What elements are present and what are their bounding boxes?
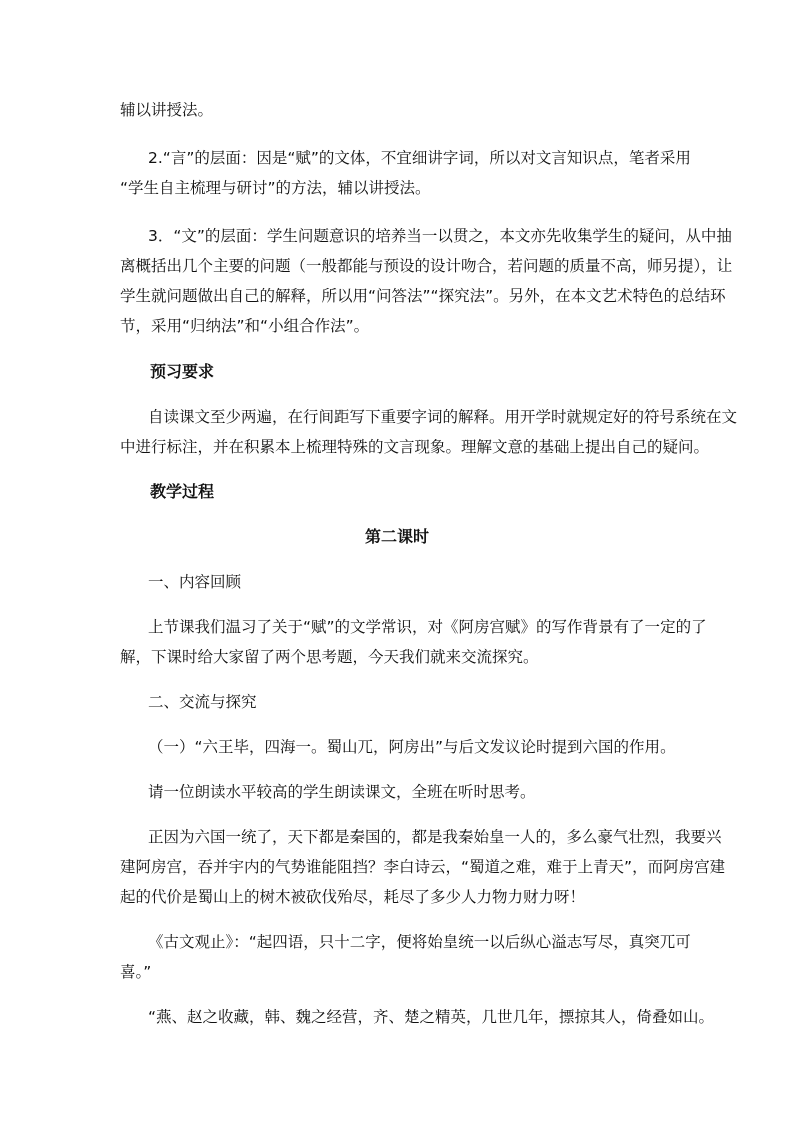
section-heading: 教学过程 xyxy=(150,482,215,501)
paragraph-line: 自读课文至少两遍，在行间距写下重要字词的解释。用开学时就规定好的符号系统在文 xyxy=(148,408,738,426)
paragraph-line: “燕、赵之收藏，韩、魏之经营，齐、楚之精英，几世几年，摽掠其人，倚叠如山。 xyxy=(148,1008,715,1026)
paragraph-line: 起的代价是蜀山上的树木被砍伐殆尽，耗尽了多少人力物力财力呀！ xyxy=(120,888,586,906)
paragraph-line: 2.“言”的层面：因是“赋”的文体，不宜细讲字词，所以对文言知识点，笔者采用 xyxy=(148,149,691,167)
paragraph-line: 学生就问题做出自己的解释，所以用“问答法”“探究法”。另外，在本文艺术特色的总结环 xyxy=(120,287,726,305)
paragraph-line: 《古文观止》：“起四语，只十二字，便将始皇统一以后纵心溢志写尽，真突兀可 xyxy=(148,933,691,951)
paragraph-line: 中进行标注，并在积累本上梳理特殊的文言现象。理解文意的基础上提出自己的疑问。 xyxy=(120,438,710,456)
paragraph-line: 正因为六国一统了，天下都是秦国的，都是我秦始皇一人的，多么豪气壮烈，我要兴 xyxy=(148,828,722,846)
paragraph-line: 节，采用“归纳法”和“小组合作法”。 xyxy=(120,317,370,335)
paragraph-line: 上节课我们温习了关于“赋”的文学常识，对《阿房宫赋》的写作背景有了一定的了 xyxy=(148,618,707,636)
paragraph-line: 辅以讲授法。 xyxy=(120,101,214,119)
paragraph-line: 建阿房宫，吞并宇内的气势谁能阻挡？李白诗云，“蜀道之难，难于上青天”，而阿房宫建 xyxy=(120,858,726,876)
paragraph-line: 解，下课时给大家留了两个思考题，今天我们就来交流探究。 xyxy=(120,648,539,666)
subsection-heading: 一、内容回顾 xyxy=(148,573,242,591)
section-heading: 预习要求 xyxy=(150,362,215,381)
lesson-title: 第二课时 xyxy=(364,527,429,546)
subsection-heading: 二、交流与探究 xyxy=(148,693,257,711)
paragraph-line: 3．“文”的层面：学生问题意识的培养当一以贯之，本文亦先收集学生的疑问，从中抽 xyxy=(148,227,732,245)
paragraph-line: 离概括出几个主要的问题（一般都能与预设的设计吻合，若问题的质量不高，师另提），让 xyxy=(120,257,733,275)
paragraph-line: 请一位朗读水平较高的学生朗读课文，全班在听时思考。 xyxy=(148,783,536,801)
paragraph-line: “学生自主梳理与研讨”的方法，辅以讲授法。 xyxy=(120,179,431,197)
paragraph-line: 喜。” xyxy=(120,963,152,981)
paragraph-line: （一）“六王毕，四海一。蜀山兀，阿房出”与后文发议论时提到六国的作用。 xyxy=(148,738,676,756)
